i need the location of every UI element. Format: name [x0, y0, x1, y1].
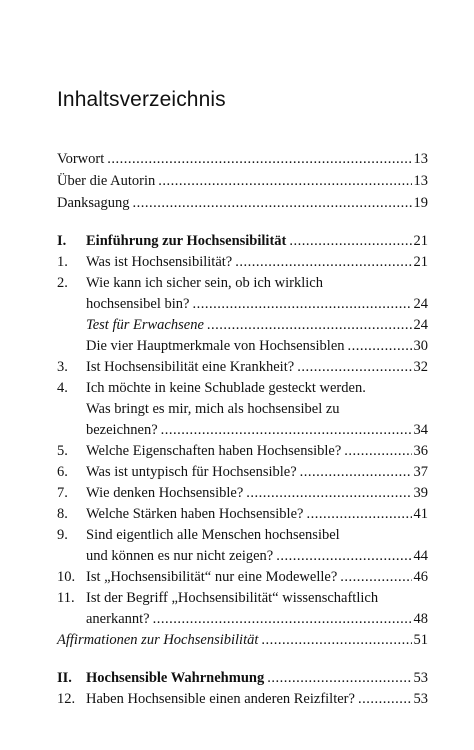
toc-page-number: 21 [413, 233, 428, 249]
entry-number: 4. [57, 380, 68, 396]
toc-label-line: Ich möchte in keine Schublade gesteckt werden. [86, 380, 366, 396]
toc-subentry-test[interactable] [57, 315, 428, 335]
toc-label: Welche Stärken haben Hochsensible? [86, 506, 304, 522]
toc-page-number: 36 [413, 443, 428, 459]
toc-page-number: 37 [413, 464, 428, 480]
toc-label-line: Was bringt es mir, mich als hochsensibel zu [86, 401, 340, 417]
toc-entry-affirmationen[interactable] [57, 630, 428, 650]
toc-entry-vorwort[interactable] [57, 149, 428, 169]
toc-entry-4[interactable] [57, 420, 428, 440]
toc-label: Ist Hochsensibilität eine Krankheit? [86, 359, 295, 375]
entry-number: 12. [57, 691, 76, 707]
toc-entry-10[interactable] [57, 567, 428, 587]
toc-entry-4-line1[interactable] [57, 378, 428, 398]
entry-number: 6. [57, 464, 68, 480]
toc-label: Wie denken Hochsensible? [86, 485, 244, 501]
toc-page-number: 24 [413, 317, 428, 333]
toc-page-number: 13 [413, 151, 428, 167]
toc-label: Ist „Hochsensibilität“ nur eine Modewelle? [86, 569, 338, 585]
toc-label: Was ist Hochsensibilität? [86, 254, 233, 270]
entry-number: 3. [57, 359, 68, 375]
toc-chapter-1[interactable] [57, 231, 428, 251]
entry-number: 5. [57, 443, 68, 459]
toc-entry-5[interactable] [57, 441, 428, 461]
toc-label-line: Ist der Begriff „Hochsensibilität“ wissenschaftlich [86, 590, 379, 606]
entry-number: 2. [57, 275, 68, 291]
toc-chapter-2[interactable] [57, 668, 428, 688]
toc-label: anerkannt? [86, 611, 150, 627]
entry-number: 1. [57, 254, 68, 270]
toc-label: Vorwort [57, 151, 105, 167]
toc-page-number: 32 [413, 359, 428, 375]
toc-entry-12[interactable] [57, 689, 428, 709]
toc-entry-11[interactable] [57, 609, 428, 629]
toc-entry-danksagung[interactable] [57, 193, 428, 213]
toc-label: Die vier Hauptmerkmale von Hochsensiblen [86, 338, 345, 354]
toc-page-number: 46 [413, 569, 428, 585]
toc-entry-3[interactable] [57, 357, 428, 377]
toc-page-number: 39 [413, 485, 428, 501]
toc-label: bezeichnen? [86, 422, 158, 438]
toc-label: Was ist untypisch für Hochsensible? [86, 464, 297, 480]
toc-entry-4-line2[interactable] [57, 399, 428, 419]
toc-page-number: 24 [413, 296, 428, 312]
toc-entry-9[interactable] [57, 546, 428, 566]
toc-label: Test für Erwachsene [86, 317, 204, 333]
chapter-title: Einführung zur Hochsensibilität [86, 233, 287, 249]
entry-number: 9. [57, 527, 68, 543]
toc-page-number: 30 [413, 338, 428, 354]
toc-page-number: 13 [413, 173, 428, 189]
entry-number: 8. [57, 506, 68, 522]
toc-entry-7[interactable] [57, 483, 428, 503]
chapter-title: Hochsensible Wahrnehmung [86, 670, 265, 686]
toc-page-number: 21 [413, 254, 428, 270]
chapter-number: II. [57, 670, 72, 686]
toc-entry-8[interactable] [57, 504, 428, 524]
toc-label: Über die Autorin [57, 173, 156, 189]
toc-label: Haben Hochsensible einen anderen Reizfilter? [86, 691, 355, 707]
toc-page-number: 53 [413, 691, 428, 707]
toc-page-number: 48 [413, 611, 428, 627]
toc-page-number: 51 [413, 632, 428, 648]
toc-entry-2-line1[interactable] [57, 273, 428, 293]
toc-label-line: Sind eigentlich alle Menschen hochsensibel [86, 527, 340, 543]
toc-label: Danksagung [57, 195, 130, 211]
toc-entry-ueber-die-autorin[interactable] [57, 171, 428, 191]
toc-page-number: 19 [413, 195, 428, 211]
entry-number: 11. [57, 590, 75, 606]
toc-entry-1[interactable] [57, 252, 428, 272]
toc-label: hochsensibel bin? [86, 296, 190, 312]
toc-label-line: Wie kann ich sicher sein, ob ich wirklich [86, 275, 323, 291]
toc-entry-2[interactable] [57, 294, 428, 314]
toc-subentry-hauptmerkmale[interactable] [57, 336, 428, 356]
toc-page-number: 44 [413, 548, 428, 564]
toc-entry-9-line1[interactable] [57, 525, 428, 545]
toc-page-number: 41 [413, 506, 428, 522]
toc-page-number: 34 [413, 422, 428, 438]
toc-page-number: 53 [413, 670, 428, 686]
entry-number: 10. [57, 569, 76, 585]
chapter-number: I. [57, 233, 67, 249]
page-title: Inhaltsverzeichnis [57, 88, 226, 111]
toc-entry-11-line1[interactable] [57, 588, 428, 608]
toc-label: Affirmationen zur Hochsensibilität [57, 632, 259, 648]
entry-number: 7. [57, 485, 68, 501]
toc-label: und können es nur nicht zeigen? [86, 548, 274, 564]
toc-label: Welche Eigenschaften haben Hochsensible? [86, 443, 342, 459]
toc-entry-6[interactable] [57, 462, 428, 482]
